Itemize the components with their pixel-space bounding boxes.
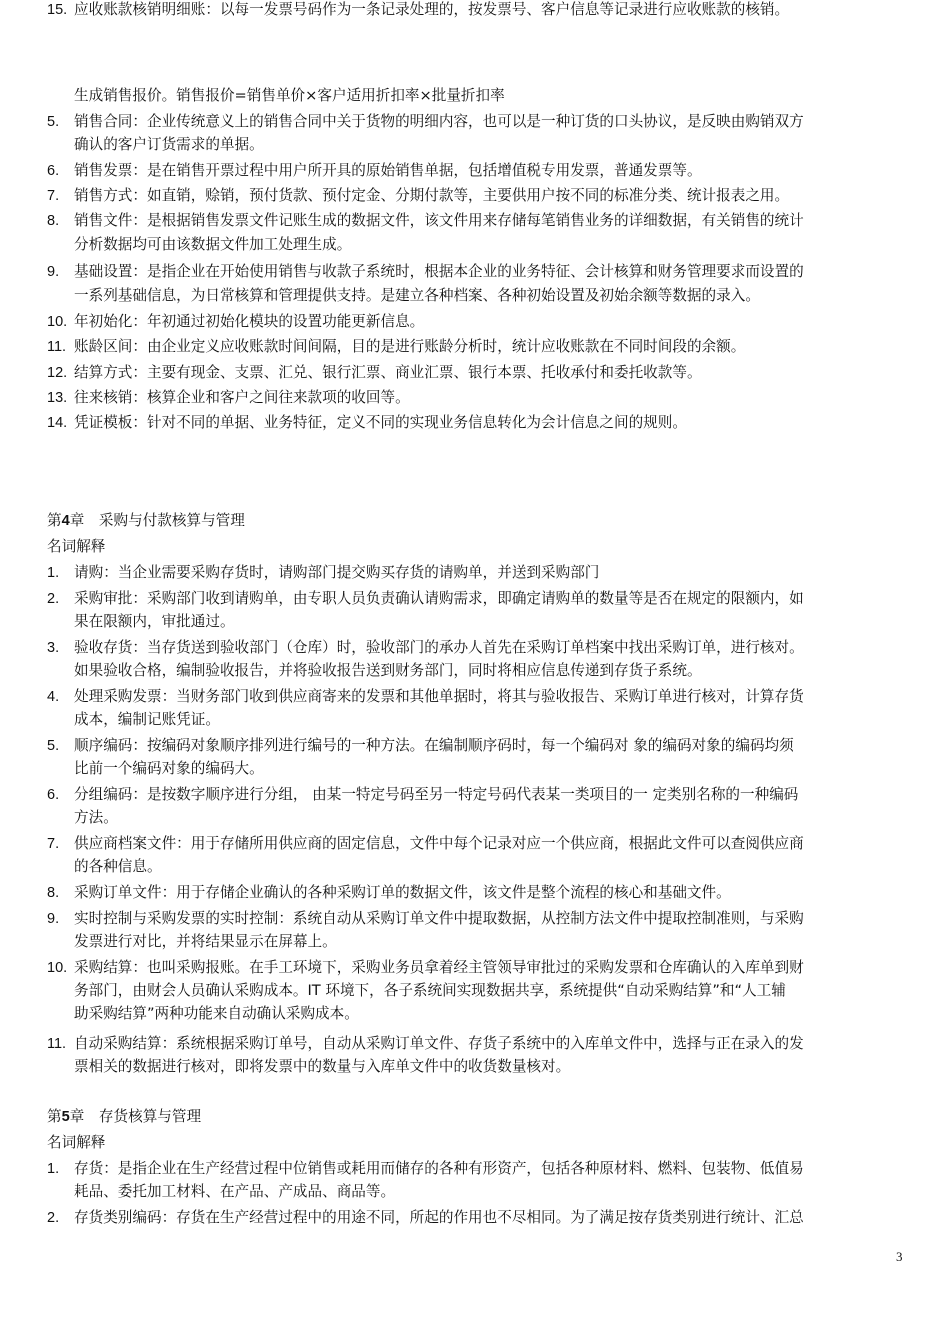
list-item-text: 自动采购结算：系统根据采购订单号，自动从采购订单文件、存货子系统中的入库单文件中，选择与正在录入的发 xyxy=(74,1035,804,1052)
list-item-text-continued: 助采购结算”两种功能来自动确认采购成本。 xyxy=(74,1005,359,1022)
list-item-number: 9. xyxy=(47,264,60,280)
continuation-line: 生成销售报价。销售报价=销售单价×客户适用折扣率×批量折扣率 xyxy=(74,87,505,104)
list-item-text-continued: 务部门，由财会人员确认采购成本。IT 环境下，各子系统间实现数据共享，系统提供“自动采购结算”和“人工辅 xyxy=(74,982,786,999)
list-item-text: 实时控制与采购发票的实时控制：系统自动从采购订单文件中提取数据，从控制方法文件中提取控制准则，与采购 xyxy=(74,910,804,927)
list-item-text: 供应商档案文件：用于存储所用供应商的固定信息，文件中每个记录对应一个供应商，根据此文件可以查阅供应商 xyxy=(74,835,804,852)
chapter-title: 章 采购与付款核算与管理 xyxy=(69,512,245,529)
list-item-text-continued: 票相关的数据进行核对，即将发票中的数量与入库单文件中的收货数量核对。 xyxy=(74,1058,571,1075)
list-item-number: 15. xyxy=(47,2,68,18)
list-item-number: 11. xyxy=(47,339,67,355)
list-item-number: 6. xyxy=(47,163,60,179)
list-item-text: 存货类别编码：存货在生产经营过程中的用途不同，所起的作用也不尽相同。为了满足按存货类别进行统计、汇总 xyxy=(74,1209,804,1226)
list-item-text: 销售方式：如直销，赊销，预付货款、预付定金、分期付款等，主要供用户按不同的标准分类、统计报表之用。 xyxy=(74,187,790,204)
list-item-text: 采购审批：采购部门收到请购单，由专职人员负责确认请购需求，即确定请购单的数量等是否在规定的限额内，如 xyxy=(74,590,804,607)
list-item-text-continued: 成本，编制记账凭证。 xyxy=(74,711,220,728)
list-item-number: 4. xyxy=(47,689,60,705)
list-item-text: 销售文件：是根据销售发票文件记账生成的数据文件，该文件用来存储每笔销售业务的详细数据，有关销售的统计 xyxy=(74,212,804,229)
list-item-number: 12. xyxy=(47,365,68,381)
list-item-number: 14. xyxy=(47,415,68,431)
list-item-number: 9. xyxy=(47,911,60,927)
chapter-5-subheading: 名词解释 xyxy=(47,1134,106,1151)
chapter-4-heading xyxy=(47,511,245,531)
list-item-text: 分组编码：是按数字顺序进行分组， 由某一特定号码至另一特定号码代表某一类项目的一 定类别名称的一种编码 xyxy=(74,786,799,803)
list-item-text: 请购：当企业需要采购存货时，请购部门提交购买存货的请购单，并送到采购部门 xyxy=(74,564,600,581)
chapter-4-subheading: 名词解释 xyxy=(47,538,106,555)
list-item-number: 6. xyxy=(47,787,60,803)
list-item-number: 5. xyxy=(47,738,60,754)
list-item-number: 1. xyxy=(47,565,60,581)
list-item-number: 3. xyxy=(47,640,60,656)
list-item-number: 1. xyxy=(47,1161,60,1177)
list-item-number: 8. xyxy=(47,885,60,901)
list-item-text: 账龄区间：由企业定义应收账款时间间隔，目的是进行账龄分析时，统计应收账款在不同时间段的余额。 xyxy=(74,338,746,355)
list-item-number: 10. xyxy=(47,314,68,330)
list-item-text: 结算方式：主要有现金、支票、汇兑、银行汇票、商业汇票、银行本票、托收承付和委托收款等。 xyxy=(74,364,702,381)
list-item-text-continued: 比前一个编码对象的编码大。 xyxy=(74,760,264,777)
list-item-number: 7. xyxy=(47,188,60,204)
list-item-number: 5. xyxy=(47,114,60,130)
list-item-number: 2. xyxy=(47,591,60,607)
list-item-text-continued: 果在限额内，审批通过。 xyxy=(74,613,235,630)
list-item-text-continued: 方法。 xyxy=(74,809,118,826)
list-item-number: 13. xyxy=(47,390,68,406)
list-item-number: 2. xyxy=(47,1210,60,1226)
list-item-text: 基础设置：是指企业在开始使用销售与收款子系统时，根据本企业的业务特征、会计核算和财务管理要求而设置的 xyxy=(74,263,804,280)
chapter-number: 4 xyxy=(61,513,70,529)
list-item-number: 8. xyxy=(47,213,60,229)
list-item-text: 采购订单文件：用于存储企业确认的各种采购订单的数据文件，该文件是整个流程的核心和基础文件。 xyxy=(74,884,731,901)
list-item-text: 采购结算：也叫采购报账。在手工环境下，采购业务员拿着经主管领导审批过的采购发票和仓库确认的入库单到财 xyxy=(74,959,804,976)
list-item-text-continued: 发票进行对比，并将结果显示在屏幕上。 xyxy=(74,933,337,950)
list-item-text-continued: 如果验收合格，编制验收报告，并将验收报告送到财务部门，同时将相应信息传递到存货子系统。 xyxy=(74,662,702,679)
list-item-text: 往来核销：核算企业和客户之间往来款项的收回等。 xyxy=(74,389,410,406)
list-item-text: 销售发票：是在销售开票过程中用户所开具的原始销售单据，包括增值税专用发票，普通发票等。 xyxy=(74,162,702,179)
list-item-text-continued: 确认的客户订货需求的单据。 xyxy=(74,136,264,153)
chapter-number: 5 xyxy=(61,1109,70,1125)
chapter-prefix: 第 xyxy=(47,1108,62,1125)
list-item-number: 7. xyxy=(47,836,60,852)
list-item-text: 存货：是指企业在生产经营过程中位销售或耗用而储存的各种有形资产，包括各种原材料、燃料、包装物、低值易 xyxy=(74,1160,804,1177)
list-item-text: 顺序编码：按编码对象顺序排列进行编号的一种方法。在编制顺序码时，每一个编码对 象的编码对象的编码均须 xyxy=(74,737,794,754)
list-item-text: 年初始化：年初通过初始化模块的设置功能更新信息。 xyxy=(74,313,425,330)
list-item-number: 11. xyxy=(47,1036,67,1052)
list-item-text-continued: 分析数据均可由该数据文件加工处理生成。 xyxy=(74,236,352,253)
page-number: 3 xyxy=(896,1249,903,1264)
list-item-number: 10. xyxy=(47,960,68,976)
list-item-text-continued: 一系列基础信息，为日常核算和管理提供支持。是建立各种档案、各种初始设置及初始余额等数据的录入。 xyxy=(74,287,760,304)
list-item-text-continued: 耗品、委托加工材料、在产品、产成品、商品等。 xyxy=(74,1183,396,1200)
chapter-title: 章 存货核算与管理 xyxy=(69,1108,202,1125)
chapter-5-heading xyxy=(47,1107,201,1127)
chapter-prefix: 第 xyxy=(47,512,62,529)
list-item-text: 处理采购发票：当财务部门收到供应商寄来的发票和其他单据时，将其与验收报告、采购订单进行核对，计算存货 xyxy=(74,688,804,705)
list-item-text-continued: 的各种信息。 xyxy=(74,858,162,875)
list-item-text: 应收账款核销明细账：以每一发票号码作为一条记录处理的，按发票号、客户信息等记录进行应收账款的核销。 xyxy=(74,1,790,18)
list-item-text: 销售合同：企业传统意义上的销售合同中关于货物的明细内容，也可以是一种订货的口头协议，是反映由购销双方 xyxy=(74,113,804,130)
list-item-text: 凭证模板：针对不同的单据、业务特征，定义不同的实现业务信息转化为会计信息之间的规则。 xyxy=(74,414,687,431)
list-item-text: 验收存货：当存货送到验收部门（仓库）时，验收部门的承办人首先在采购订单档案中找出采购订单，进行核对。 xyxy=(74,639,804,656)
